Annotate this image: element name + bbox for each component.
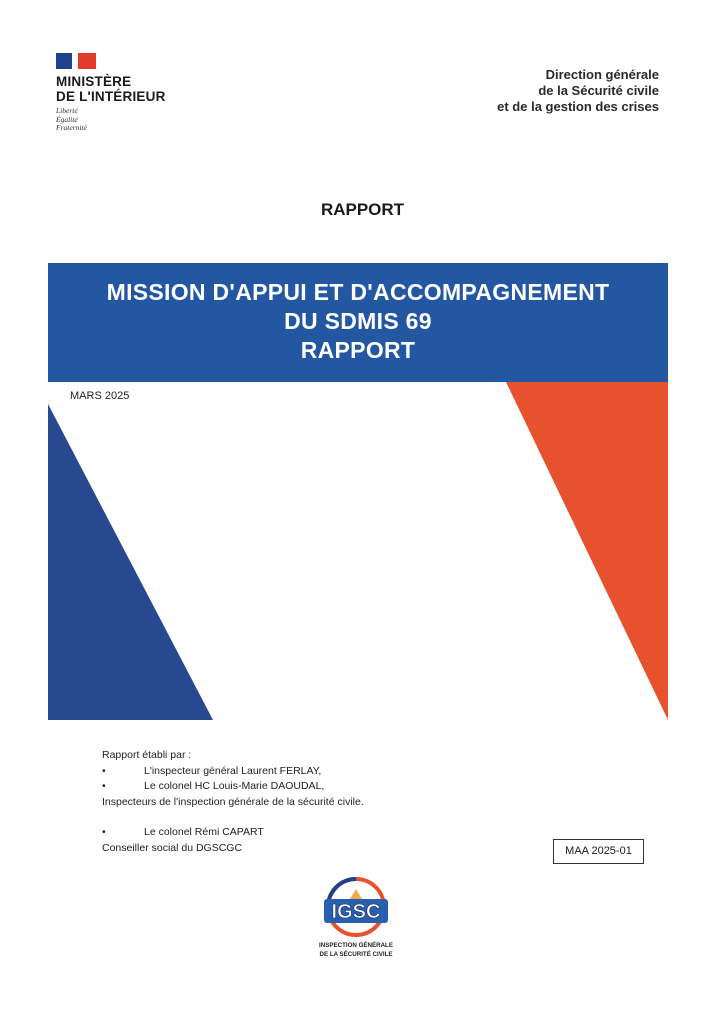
direction-name xyxy=(497,67,659,115)
title-line3: RAPPORT xyxy=(300,337,416,363)
marianne-flag-icon xyxy=(56,53,96,69)
igsc-logo xyxy=(316,875,400,961)
author-name: L'inspecteur général Laurent FERLAY, xyxy=(144,764,322,777)
direction-line2: de la Sécurité civile xyxy=(538,83,659,98)
title-line2: DU SDMIS 69 xyxy=(284,308,432,334)
title-line1: MISSION D'APPUI ET D'ACCOMPAGNEMENT xyxy=(106,279,610,305)
bullet: • xyxy=(102,826,106,838)
igsc-caption-line1: INSPECTION GÉNÉRALE xyxy=(319,942,393,949)
author-item xyxy=(102,764,522,780)
ministry-logo xyxy=(56,53,216,133)
ministry-name-line1: MINISTÈRE xyxy=(56,74,132,89)
authors-block xyxy=(102,748,522,856)
document-type-label: RAPPORT xyxy=(320,200,405,219)
bullet: • xyxy=(102,780,106,792)
title-band xyxy=(48,263,668,382)
republic-motto xyxy=(56,107,216,133)
motto-fraternite: Fraternité xyxy=(56,123,87,132)
tricolor-graphic xyxy=(48,382,668,722)
advisor-name: Le colonel Rémi CAPART xyxy=(144,826,264,838)
report-reference: MAA 2025-01 xyxy=(553,839,644,864)
direction-line3: et de la gestion des crises xyxy=(497,99,659,114)
author-name: Le colonel HC Louis-Marie DAOUDAL, xyxy=(144,780,325,792)
motto-egalite: Égalité xyxy=(56,114,78,124)
report-date: MARS 2025 xyxy=(70,390,130,402)
red-triangle xyxy=(506,382,668,720)
author-item xyxy=(102,779,522,795)
motto-liberte: Liberté xyxy=(56,106,78,115)
ministry-name xyxy=(56,74,216,104)
ministry-name-line2: DE L'INTÉRIEUR xyxy=(56,89,166,104)
inspectors-note: Inspecteurs de l'inspection générale de la sécurité civile. xyxy=(102,795,364,808)
blue-triangle xyxy=(48,404,213,720)
bullet: • xyxy=(102,764,106,777)
authors-intro: Rapport établi par : xyxy=(102,749,192,761)
igsc-caption-line2: DE LA SÉCURITÉ CIVILE xyxy=(319,951,393,958)
advisor-item xyxy=(102,825,522,841)
direction-line1: Direction générale xyxy=(545,67,659,82)
igsc-acronym: IGSC xyxy=(331,901,381,923)
advisor-role: Conseiller social du DGSCGC xyxy=(102,841,243,854)
